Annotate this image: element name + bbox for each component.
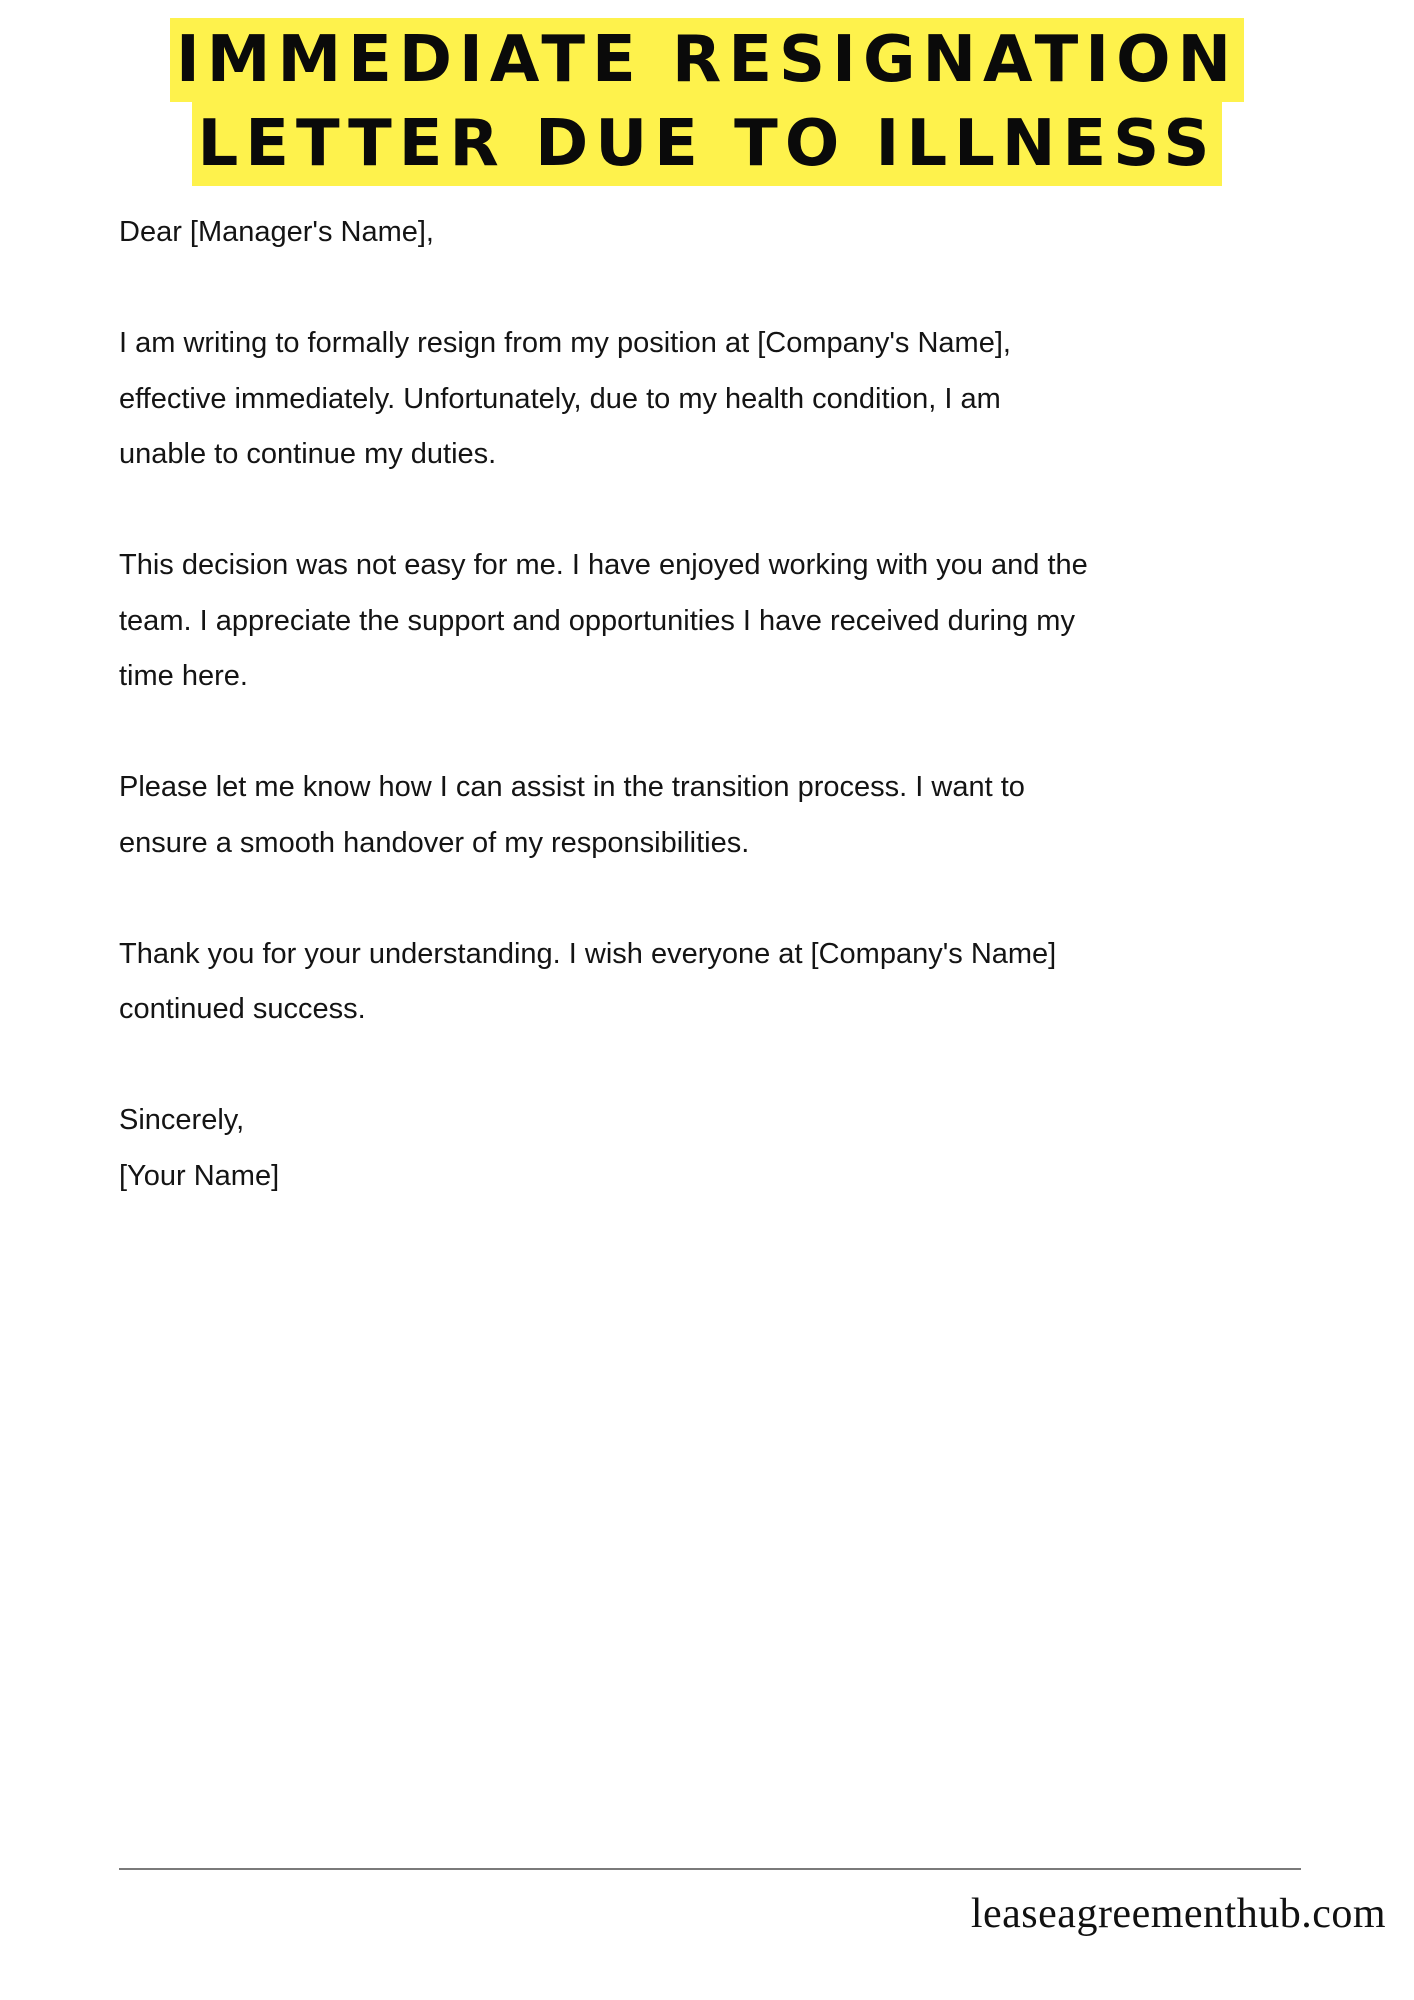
- paragraph-2: This decision was not easy for me. I have enjoyed working with you and the team. I appreciate the support and opportunities I have received during my time here.: [119, 549, 1088, 692]
- title-line-1: IMMEDIATE RESIGNATION: [170, 18, 1244, 102]
- closing: Sincerely,: [119, 1104, 245, 1136]
- signature: [Your Name]: [119, 1159, 280, 1192]
- paragraph-4: Thank you for your understanding. I wish everyone at [Company's Name] continued success.: [119, 937, 1057, 1025]
- title-line-2: LETTER DUE TO ILLNESS: [192, 102, 1223, 186]
- paragraph-3: Please let me know how I can assist in the transition process. I want to ensure a smooth handover of my responsibilities.: [119, 771, 1025, 859]
- letter-title: [0, 18, 1414, 186]
- website-footer: leaseagreementhub.com: [970, 1891, 1386, 1937]
- salutation: Dear [Manager's Name],: [119, 216, 434, 248]
- paragraph-1: I am writing to formally resign from my position at [Company's Name], effective immediately. Unfortunately, due to my health condition, I am unable to continue my duties.: [119, 327, 1011, 470]
- footer-divider: [119, 1868, 1301, 1870]
- letter-body: [119, 205, 1319, 1204]
